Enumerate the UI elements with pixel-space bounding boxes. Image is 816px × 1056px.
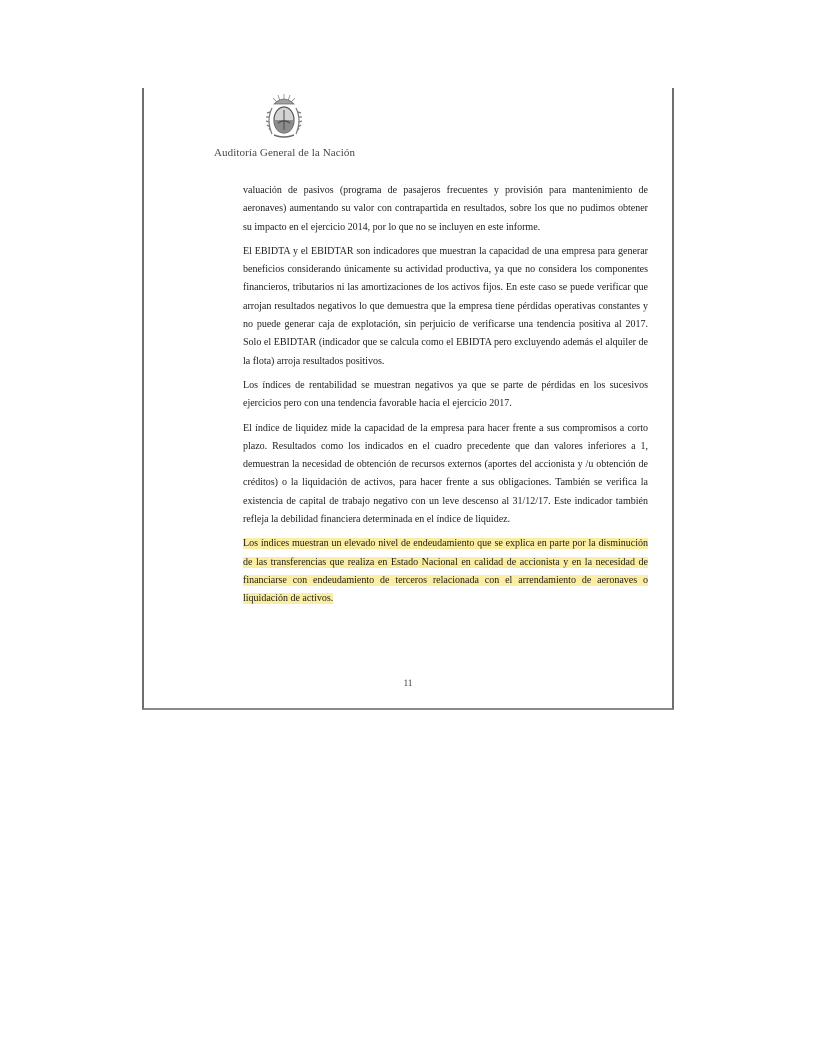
argentina-coat-of-arms-icon <box>260 92 308 142</box>
highlight-mark: Los índices muestran un elevado nivel de endeudamiento que se explica en parte por la disminución de las transferencias que realiza en Estado Nacional en calidad de accionista y en la necesidad de financiarse con endeudamiento de terceros relacionada con el arrendamiento de aeronaves o liquidación de activos. <box>243 538 648 605</box>
body-paragraph: Los índices de rentabilidad se muestran negativos ya que se parte de pérdidas en los sucesivos ejercicios pero con una tendencia favorable hacia el ejercicio 2017. <box>243 379 648 410</box>
highlighted-paragraph <box>243 535 648 608</box>
body-paragraph: valuación de pasivos (programa de pasajeros frecuentes y provisión para mantenimiento de aeronaves) aumentando su valor con contrapartida en resultados, sobre los que no pudimos obtener su impacto en el ejercicio 2014, por lo que no se incluyen en este informe. <box>243 185 648 233</box>
organization-name: Auditoría General de la Nación <box>214 147 356 159</box>
document-body <box>243 182 648 615</box>
page-number: 11 <box>403 678 413 688</box>
body-paragraph: El EBIDTA y el EBIDTAR son indicadores que muestran la capacidad de una empresa para generar beneficios considerando únicamente su actividad productiva, ya que no considera los componentes financieros, tributarios ni las amortizaciones de los activos fijos. En este caso se puede verificar que arrojan resultados negativos lo que demuestra que la empresa tiene pérdidas operativas constantes y no puede generar caja de explotación, sin perjuicio de verificarse una tendencia positiva al 2017. Solo el EBIDTAR (indicador que se calcula como el EBIDTA pero excluyendo además el alquiler de la flota) arroja resultados positivos. <box>243 245 648 367</box>
body-paragraph: El índice de liquidez mide la capacidad de la empresa para hacer frente a sus compromisos a corto plazo. Resultados como los indicados en el cuadro precedente que dan valores inferiores a 1, demuestran la necesidad de obtención de recursos externos (aportes del accionista y /u obtención de créditos) o la liquidación de activos, para hacer frente a sus obligaciones. También se verifica la existencia de capital de trabajo negativo con un leve descenso al 31/12/17. Este indicador también refleja la debilidad financiera determinada en el índice de liquidez. <box>243 422 648 526</box>
scanned-document-page <box>142 88 674 710</box>
